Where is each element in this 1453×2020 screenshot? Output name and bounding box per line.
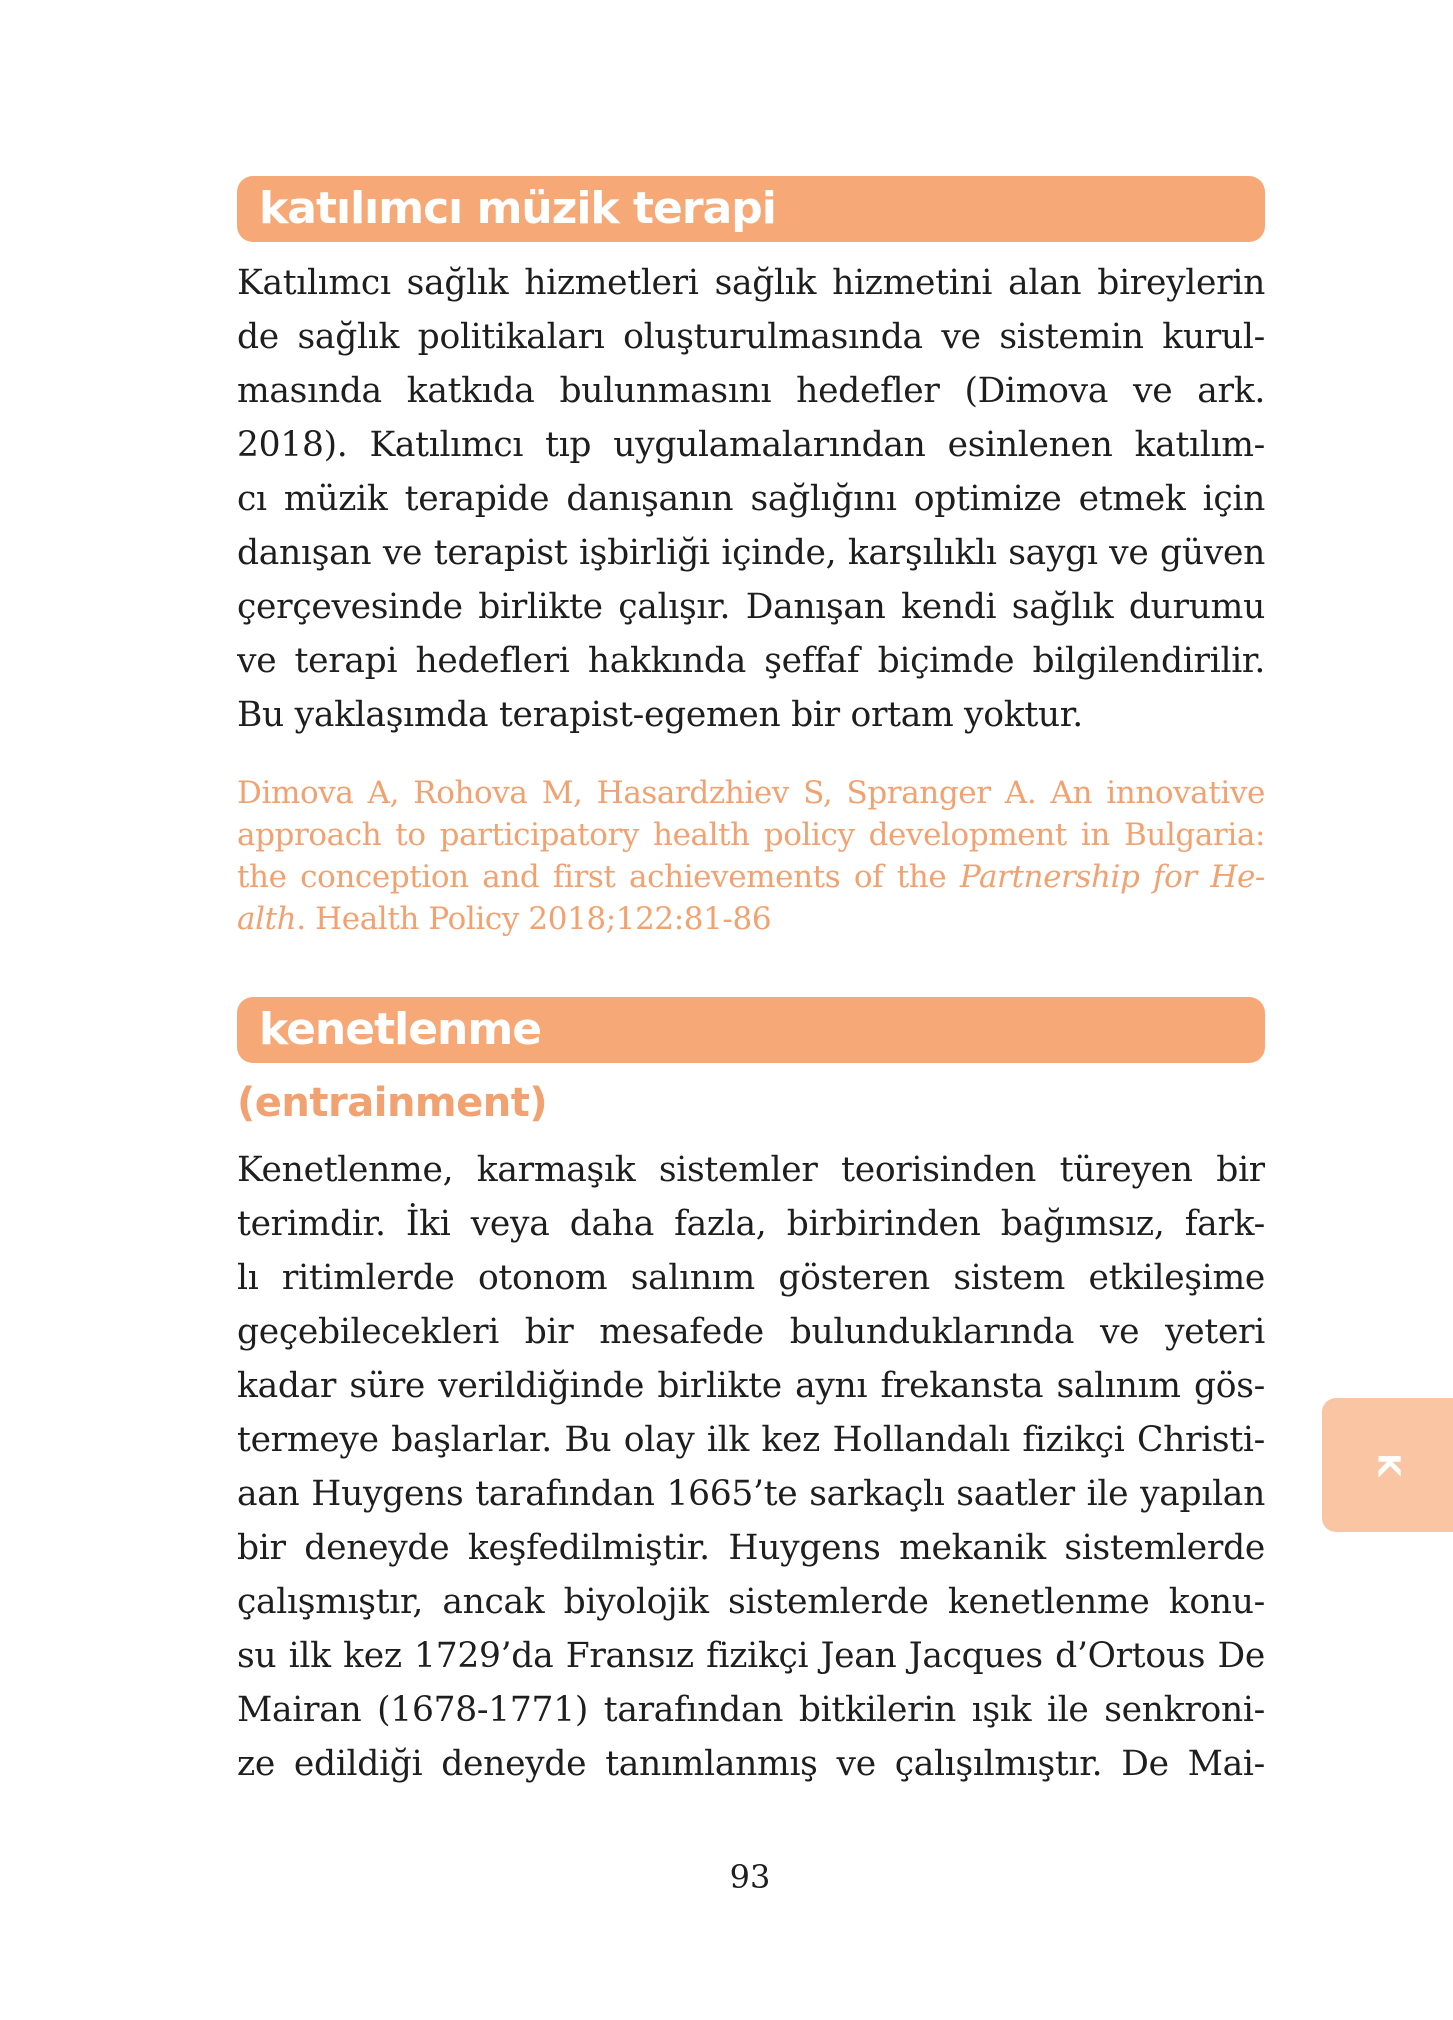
reference-italic-title: Partnership for He-	[959, 859, 1265, 895]
entry-body-kenetlenme	[237, 1143, 1265, 1791]
index-letter: K	[1370, 1453, 1405, 1477]
alphabet-index-tab	[1322, 1398, 1453, 1532]
entry-subtitle-entrainment: (entrainment)	[237, 1080, 548, 1126]
body-line: lı ritimlerde otonom salınım gösteren sistem etkileşime	[237, 1258, 1265, 1298]
body-line: danışan ve terapist işbirliği içinde, karşılıklı saygı ve güven	[237, 533, 1265, 573]
body-line: bir deneyde keşfedilmiştir. Huygens mekanik sistemlerde	[237, 1528, 1265, 1568]
reference-line	[237, 898, 1265, 940]
body-line: çalışmıştır, ancak biyolojik sistemlerde kenetlenme konu-	[237, 1582, 1265, 1622]
reference-line: approach to participatory health policy development in Bulgaria:	[237, 817, 1265, 853]
body-line: geçebilecekleri bir mesafede bulunduklarında ve yeteri	[237, 1312, 1265, 1352]
body-line: termeye başlarlar. Bu olay ilk kez Hollandalı fizikçi Christi-	[237, 1420, 1265, 1460]
body-line: 2018). Katılımcı tıp uygulamalarından esinlenen katılım-	[237, 425, 1265, 465]
body-line: cı müzik terapide danışanın sağlığını optimize etmek için	[237, 479, 1265, 519]
body-line: ve terapi hedefleri hakkında şeffaf biçimde bilgilendirilir.	[237, 641, 1265, 681]
body-line: masında katkıda bulunmasını hedefler (Dimova ve ark.	[237, 371, 1265, 411]
body-line: Kenetlenme, karmaşık sistemler teorisinden türeyen bir	[237, 1150, 1265, 1190]
entry-title-katilimci-muzik-terapi: katılımcı müzik terapi	[237, 176, 1265, 242]
reference-italic-title: alth	[237, 901, 297, 937]
body-line: Bu yaklaşımda terapist-egemen bir ortam yoktur.	[237, 695, 1083, 735]
body-line: kadar süre verildiğinde birlikte aynı frekansta salınım gös-	[237, 1366, 1265, 1406]
body-line: de sağlık politikaları oluşturulmasında ve sistemin kurul-	[237, 317, 1265, 357]
entry-body-katilimci-muzik-terapi	[237, 256, 1265, 742]
body-line: Mairan (1678-1771) tarafından bitkilerin ışık ile senkroni-	[237, 1690, 1265, 1730]
entry-title-kenetlenme: kenetlenme	[237, 997, 1265, 1063]
body-line: çerçevesinde birlikte çalışır. Danışan kendi sağlık durumu	[237, 587, 1265, 627]
entry-reference	[237, 772, 1265, 940]
body-line: su ilk kez 1729’da Fransız fizikçi Jean Jacques d’Ortous De	[237, 1636, 1265, 1676]
body-line: aan Huygens tarafından 1665’te sarkaçlı saatler ile yapılan	[237, 1474, 1265, 1514]
page-number: 93	[729, 1858, 771, 1896]
reference-text: . Health Policy 2018;122:81-86	[296, 901, 772, 937]
reference-line: Dimova A, Rohova M, Hasardzhiev S, Spranger A. An innovative	[237, 775, 1265, 811]
body-line: terimdir. İki veya daha fazla, birbirinden bağımsız, fark-	[237, 1204, 1265, 1244]
body-line: ze edildiği deneyde tanımlanmış ve çalışılmıştır. De Mai-	[237, 1744, 1265, 1784]
reference-text: the conception and first achievements of the	[237, 859, 960, 895]
reference-line	[237, 856, 1265, 898]
body-line: Katılımcı sağlık hizmetleri sağlık hizmetini alan bireylerin	[237, 263, 1265, 303]
